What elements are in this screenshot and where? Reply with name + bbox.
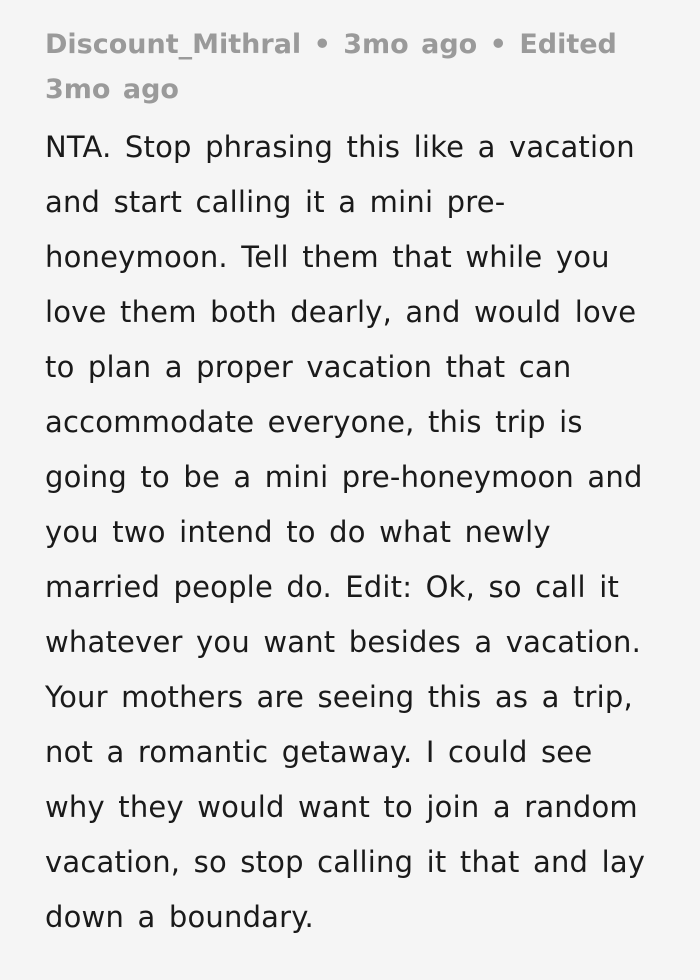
comment bbox=[45, 22, 655, 945]
comment-timestamp: 3mo ago bbox=[343, 29, 478, 60]
comment-edited-label: Edited 3mo ago bbox=[45, 29, 617, 105]
comment-author[interactable]: Discount_Mithral bbox=[45, 29, 302, 60]
comment-body: NTA. Stop phrasing this like a vacation and start calling it a mini pre-honeymoon. Tell them that while you love them both dearly, and would love to plan a proper vacation that can accommodate everyone, this trip is going to be a mini pre-honeymoon and you two intend to do what newly married people do. Edit: Ok, so call it whatever you want besides a vacation. Your mothers are seeing this as a trip, not a romantic getaway. I could see why they would want to join a random vacation, so stop calling it that and lay down a boundary. bbox=[45, 130, 646, 934]
meta-separator: • bbox=[313, 29, 331, 60]
meta-separator: • bbox=[489, 29, 507, 60]
comment-meta bbox=[45, 22, 655, 112]
